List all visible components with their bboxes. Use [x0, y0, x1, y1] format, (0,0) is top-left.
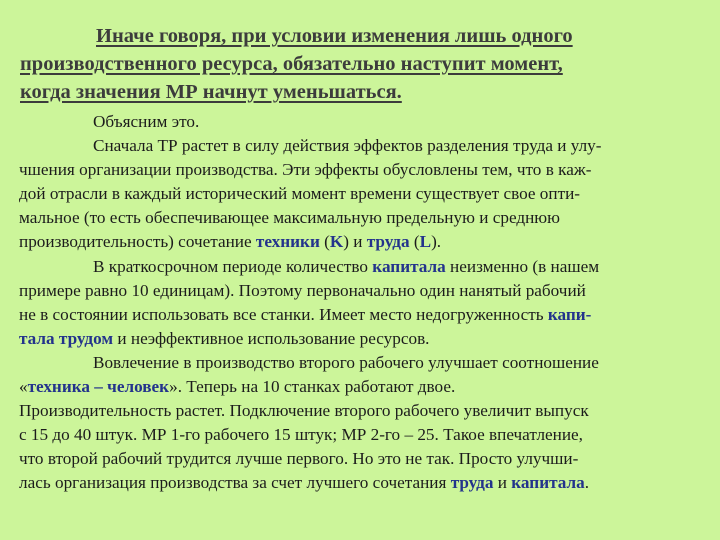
- body-line: [19, 471, 699, 495]
- highlighted-term: труда: [366, 232, 410, 252]
- body-line: [19, 182, 699, 206]
- body-text-run: ) и: [343, 232, 367, 252]
- body-text-run: не в состоянии использовать все станки. Имеет место недогруженность: [19, 304, 548, 324]
- body-text-run: неизменно (в нашем: [445, 256, 600, 276]
- highlighted-term: труда: [450, 473, 494, 493]
- body-text-run: мальное (то есть обеспечивающее максимальную предельную и среднюю: [19, 208, 560, 228]
- body-text-run: Объясним это.: [93, 112, 200, 131]
- body-line: [19, 279, 699, 303]
- body-line: [19, 423, 699, 447]
- body-text-run: дой отрасли в каждый исторический момент времени существует свое опти-: [19, 184, 581, 204]
- body-line: [19, 351, 699, 375]
- body-line: [19, 158, 699, 182]
- body-line: [19, 327, 699, 351]
- highlighted-term: техника – человек: [27, 377, 170, 397]
- body-text-run: .: [584, 473, 590, 493]
- body-line: [19, 375, 699, 399]
- highlighted-term: капи-: [547, 304, 592, 324]
- slide-heading: [20, 22, 700, 106]
- body-text-run: Сначала ТР растет в силу действия эффектов разделения труда и улу-: [93, 136, 602, 156]
- body-line: [19, 399, 699, 423]
- body-text-run: с 15 до 40 штук. МР 1-го рабочего 15 штук; МР 2-го – 25. Такое впечатление,: [19, 425, 583, 445]
- highlighted-term: капитала: [372, 256, 446, 276]
- body-text-run: ». Теперь на 10 станках работают двое.: [169, 377, 456, 397]
- body-line: [19, 303, 699, 327]
- heading-line: Иначе говоря, при условии изменения лишь одного: [96, 25, 573, 47]
- body-text-run: «: [19, 377, 28, 397]
- body-text-run: что второй рабочий трудится лучше первого. Но это не так. Просто улучши-: [19, 449, 579, 469]
- heading-line: производственного ресурса, обязательно наступит момент,: [20, 53, 563, 75]
- body-text-run: чшения организации производства. Эти эффекты обусловлены тем, что в каж-: [19, 160, 592, 180]
- body-line: [19, 230, 699, 254]
- body-text-run: примере равно 10 единицам). Поэтому первоначально один нанятый рабочий: [19, 280, 586, 300]
- body-line: [19, 110, 699, 134]
- body-text-run: и неэффективное использование ресурсов.: [113, 328, 430, 348]
- highlighted-term: K: [329, 232, 344, 252]
- body-line: [19, 206, 699, 230]
- highlighted-term: техники: [255, 232, 320, 252]
- highlighted-term: капитала: [511, 473, 585, 493]
- body-line: [19, 255, 699, 279]
- highlighted-term: L: [419, 232, 432, 252]
- heading-line: когда значения МР начнут уменьшаться.: [20, 81, 402, 103]
- body-text-run: лась организация производства за счет лучшего сочетания: [19, 473, 451, 493]
- body-text-run: Производительность растет. Подключение второго рабочего увеличит выпуск: [19, 401, 589, 421]
- body-text-run: производительность) сочетание: [19, 232, 256, 252]
- body-line: [19, 447, 699, 471]
- body-text: [19, 110, 699, 496]
- body-line: [19, 134, 699, 158]
- body-text-run: (: [319, 232, 330, 252]
- body-text-run: Вовлечение в производство второго рабочего улучшает соотношение: [93, 352, 599, 372]
- body-text-run: ).: [431, 232, 442, 252]
- body-text-run: (: [409, 232, 420, 252]
- highlighted-term: тала трудом: [19, 328, 114, 348]
- body-text-run: и: [493, 473, 512, 493]
- body-text-run: В краткосрочном периоде количество: [93, 256, 373, 276]
